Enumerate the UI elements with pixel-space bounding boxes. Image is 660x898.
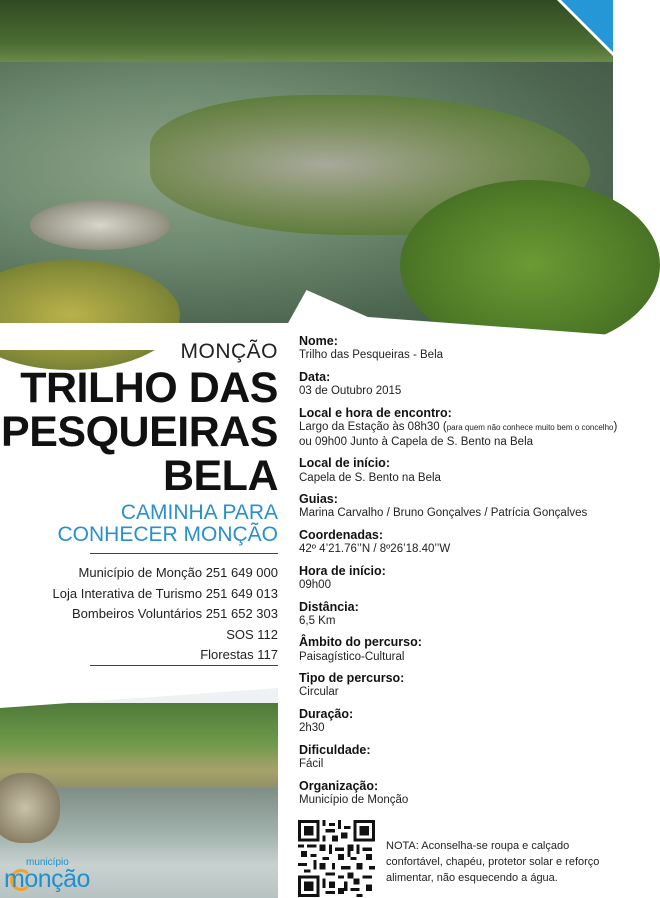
poster-title	[0, 366, 278, 498]
field-guias	[299, 492, 611, 521]
field-organizacao	[299, 779, 611, 808]
corner-triangle-icon	[561, 0, 613, 52]
field-value: Município de Monção	[299, 793, 409, 806]
field-value: 42º 4’21.76’’N / 8º26’18.40’’W	[299, 543, 451, 556]
field-value	[299, 420, 618, 435]
city-name: MONÇÃO	[180, 340, 278, 363]
field-label: Nome:	[299, 334, 338, 348]
poster-subtitle	[0, 502, 278, 546]
title-line: BELA	[162, 452, 278, 500]
field-hora-inicio	[299, 564, 611, 593]
field-value: Trilho das Pesqueiras - Bela	[299, 349, 444, 362]
field-label: Âmbito do percurso:	[299, 635, 422, 650]
field-label: Guias:	[299, 492, 338, 507]
field-ambito	[299, 635, 611, 664]
title-line: TRILHO DAS	[20, 364, 278, 412]
contact-item: Município de Monção 251 649 000	[78, 565, 278, 580]
field-value: Capela de S. Bento na Bela	[299, 471, 441, 484]
field-value: Marina Carvalho / Bruno Gonçalves / Patrícia Gonçalves	[299, 507, 588, 520]
note-text: NOTA: Aconselha-se roupa e calçado confortável, chapéu, protetor solar e reforço alimentar, não esquecendo a água.	[386, 840, 600, 884]
hero-photo	[0, 0, 613, 330]
field-label: Dificuldade:	[299, 742, 371, 757]
contact-item: Bombeiros Voluntários 251 652 303	[72, 606, 278, 621]
field-dificuldade	[299, 743, 611, 772]
subtitle-line: CAMINHA PARA	[120, 501, 278, 524]
field-value: Circular	[299, 686, 339, 699]
value-note: para quem não conhece muito bem o concelho	[446, 422, 614, 432]
trail-info	[299, 334, 618, 814]
logo-big-text: monção	[4, 865, 90, 893]
field-value: 2h30	[299, 722, 325, 735]
field-value: 03 de Outubro 2015	[299, 385, 402, 397]
field-data	[299, 370, 611, 399]
field-label: Distância:	[299, 599, 359, 614]
contacts-list	[0, 563, 278, 666]
field-label: Coordenadas:	[299, 527, 384, 542]
field-value: 09h00	[299, 578, 331, 591]
field-tipo	[299, 671, 611, 700]
field-coordenadas	[299, 528, 611, 557]
field-label: Data:	[299, 369, 331, 384]
field-label: Hora de início:	[299, 563, 386, 578]
value-part: )	[613, 420, 618, 433]
field-label: Local e hora de encontro:	[299, 405, 452, 420]
subtitle-line: CONHECER MONÇÃO	[57, 523, 278, 546]
field-label: Local de início:	[299, 456, 390, 471]
field-distancia	[299, 600, 611, 629]
forest-background	[0, 0, 613, 62]
field-nome	[299, 334, 611, 363]
title-line: PESQUEIRAS	[1, 408, 278, 456]
field-label: Duração:	[299, 706, 354, 721]
qr-code[interactable]	[298, 820, 375, 897]
divider	[90, 665, 278, 666]
logo-small-text: município	[26, 857, 69, 868]
photo-rocks	[0, 773, 60, 843]
field-local-inicio	[299, 456, 611, 485]
value-part: Largo da Estação às 08h30 (	[299, 420, 447, 433]
divider	[90, 553, 278, 554]
field-value: Paisagístico-Cultural	[299, 650, 405, 663]
field-label: Tipo de percurso:	[299, 671, 405, 686]
field-value: ou 09h00 Junto à Capela de S. Bento na Bela	[299, 435, 534, 448]
contact-item: SOS 112	[226, 626, 278, 642]
field-duracao	[299, 707, 611, 736]
field-encontro	[299, 405, 618, 450]
field-value: Fácil	[299, 757, 324, 770]
field-value: 6,5 Km	[299, 614, 336, 627]
contact-item: Loja Interativa de Turismo 251 649 013	[52, 585, 278, 601]
field-label: Organização:	[299, 778, 379, 793]
rock-outcrop	[30, 200, 170, 250]
contact-item: Florestas 117	[200, 647, 278, 662]
municipio-moncao-logo	[4, 855, 94, 895]
